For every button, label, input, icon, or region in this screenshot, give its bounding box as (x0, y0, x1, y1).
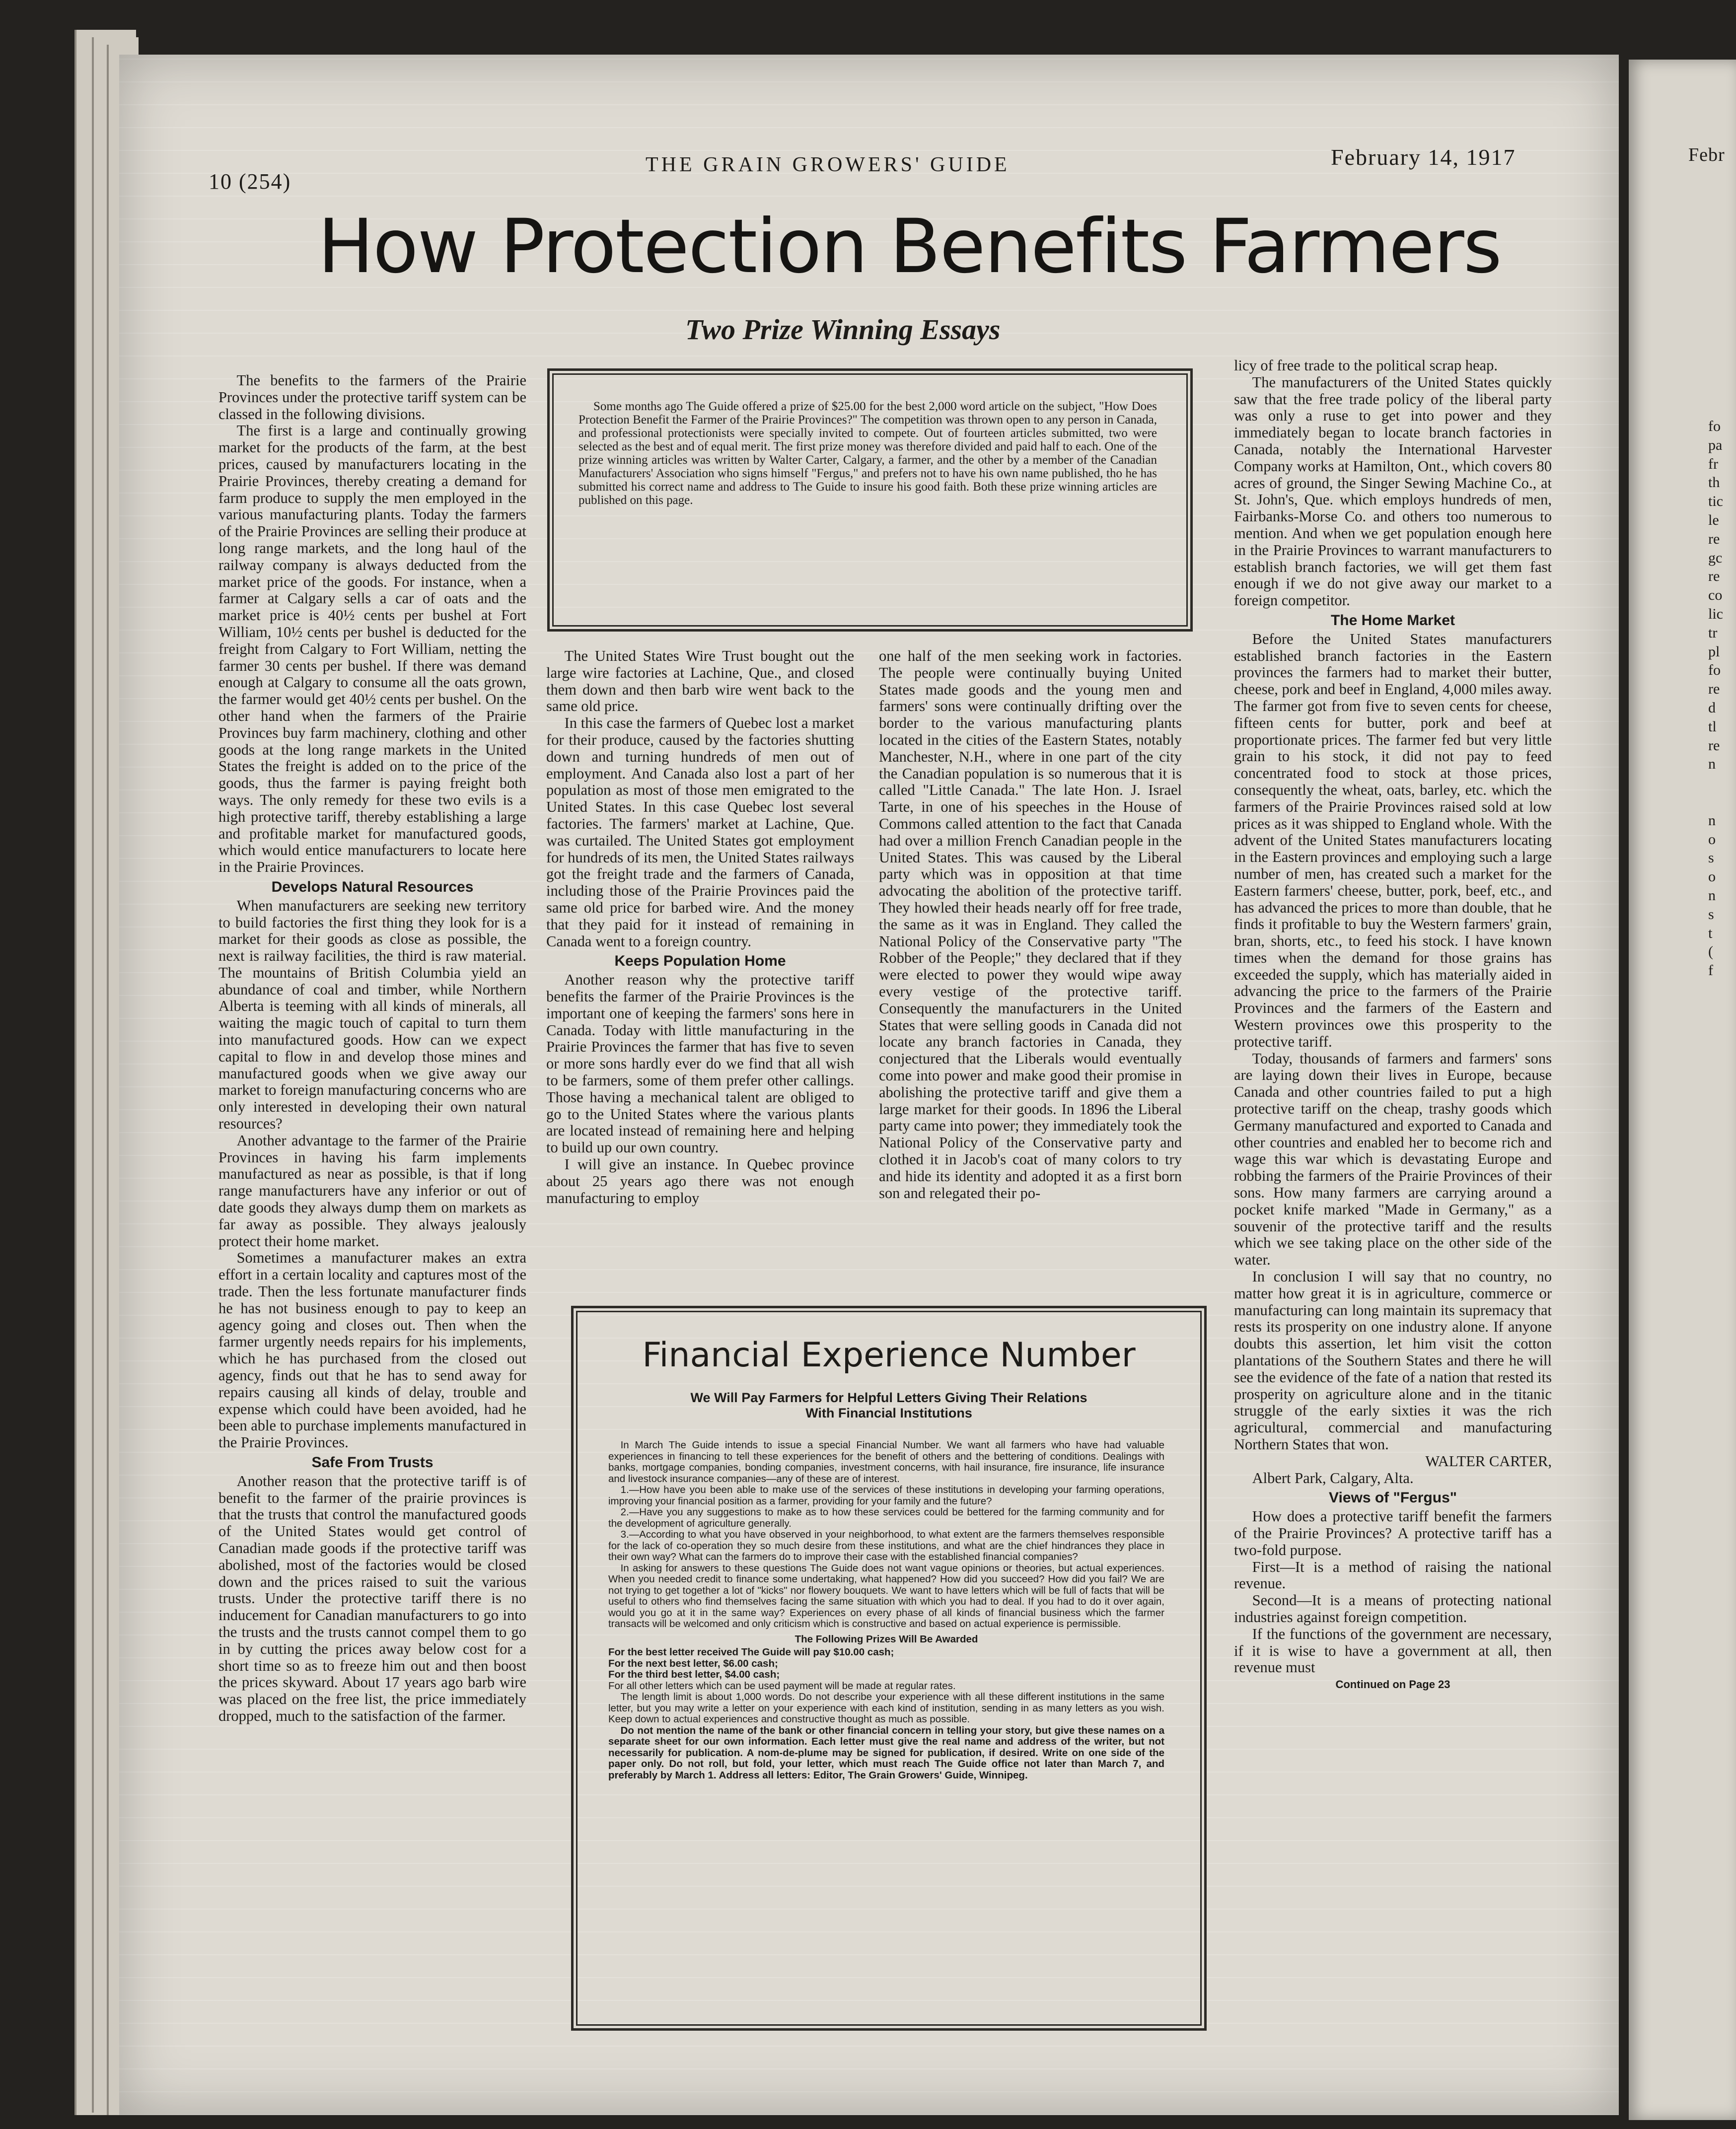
strip-line: le (1708, 511, 1719, 528)
prize-line: For the next best letter, $6.00 cash; (608, 1657, 778, 1669)
paragraph: Today, thousands of farmers and farmers' sons are laying down their lives in Europe, because Canada and other countries failed to put a high protective tariff on the cheap, trashy goods which Germany manufactured and exported to Canada and other countries and enabled her to become rich and wage this war which is devastating Europe and robbing the farmers of the Prairie Provinces of their sons. How many farmers are carrying around a pocket knife marked "Made in Germany," as a souvenir of the protective tariff and the results which we see taking place on the other side of the water. (1234, 1050, 1552, 1269)
question-3: 3.—According to what you have observed in your neighborhood, to what extent are the farmers themselves responsible for the lack of co-operation they so much desire from these institutions, and what are the chief hindrances they place in their own way? What can the farmers do to improve their case with the established financial companies? (608, 1529, 1164, 1562)
strip-line: tr (1708, 624, 1718, 641)
paragraph: In this case the farmers of Quebec lost a market for their produce, caused by the factories shutting down and turning hundreds of men out of employment. And Canada also lost a part of her population as most of those men emigrated to the United States. In this case Quebec lost several factories. The farmers' market at Lachine, Que. was curtailed. The United States got employment for hundreds of its men, the United States railways got the freight trade and the farmers of Canada, including those of the Prairie Provinces paid the same old price for barbed wire. And the money that they paid for it instead of remaining in Canada went to a foreign country. (546, 714, 854, 950)
prize-line: For all other letters which can be used payment will be made at regular rates. (608, 1680, 956, 1692)
strip-line: fo (1708, 662, 1721, 679)
strip-line: co (1708, 587, 1723, 604)
masthead: THE GRAIN GROWERS' GUIDE (646, 153, 1010, 176)
strip-line: tic (1708, 493, 1723, 510)
paragraph: The manufacturers of the United States quickly saw that the free trade policy of the liberal party was only a ruse to get into power and they immediately began to locate branch factories in Canada, notably the International Harvester Company works at Hamilton, Ont., which covers 80 acres of ground, the Singer Sewing Machine Co., at St. John's, Que. which employs hundreds of men, Fairbanks-Morse Co. and others too numerous to mention. And when we get population enough here in the Prairie Provinces to warrant manufacturers to establish branch factories, we will get them fast enough if we do not give away our market to a foreign competitor. (1234, 373, 1552, 609)
paragraph: The benefits to the farmers of the Prairie Provinces under the protective tariff system can be classed in the following divisions. (218, 372, 526, 423)
strip-line: th (1708, 474, 1720, 491)
strip-line (1708, 774, 1736, 792)
paragraph: How does a protective tariff benefit the farmers of the Prairie Provinces? A protective tariff has a two-fold purpose. (1234, 1508, 1552, 1559)
strip-line: s (1708, 850, 1714, 866)
strip-line: re (1708, 530, 1720, 547)
strip-line: s (1708, 906, 1714, 923)
prize-line: For the third best letter, $4.00 cash; (608, 1669, 780, 1680)
paragraph: In conclusion I will say that no country, no matter how great it is in agriculture, commerce or manufacturing can long maintain its supremacy that rests its prosperity on one industry alone. If anyone doubts this assertion, let him visit the cotton plantations of the Southern States and there he will see the evidence of the fate of a nation that rested its prosperity on agriculture alone and in the titanic struggle of the early sixties it was the rich agricultural, commercial and manufacturing Northern States that won. (1234, 1268, 1552, 1453)
strip-line: o (1708, 868, 1716, 885)
article-title: How Protection Benefits Farmers (318, 204, 1501, 290)
page-number: 10 (254) (209, 169, 291, 194)
paragraph: Do not mention the name of the bank or other financial concern in telling your story, but give these names on a separate sheet for our own information. Each letter must give the real name and address of the writer, but not necessarily for publication. A nom-de-plume may be signed for publication, if desired. Write on one side of the paper only. Do not roll, but fold, your letter, which must reach The Guide office not later than March 7, and preferably by March 1. Address all letters: Editor, The Grain Growers' Guide, Winnipeg. (608, 1724, 1164, 1781)
strip-line: n (1708, 756, 1716, 773)
paragraph: The United States Wire Trust bought out the large wire factories at Lachine, Que., and closed them down and then barb wire went back to the same old price. (546, 647, 854, 715)
strip-line: pa (1708, 436, 1723, 453)
strip-line: n (1708, 812, 1716, 829)
column-4 (1234, 357, 1552, 1693)
paragraph: Second—It is a means of protecting national industries against foreign competition. (1234, 1592, 1552, 1626)
newspaper-page (119, 55, 1619, 2115)
paragraph: The first is a large and continually growing market for the products of the farm, at the best prices, caused by manufacturers locating in the Prairie Provinces, thereby creating a demand for farm produce to supply the men employed in the various manufacturing plants. Today the farmers of the Prairie Provinces are selling their produce at long range markets, and the long haul of the railway company is always deducted from the market price of the goods. For instance, when a farmer at Calgary sells a car of oats and the market price is 40½ cents per bushel at Fort William, 10½ cents per bushel is deducted for the freight from Calgary to Fort William, netting the farmer 30 cents per bushel. If there was demand enough at Calgary to consume all the oats grown, the farmer would get 40½ cents per bushel. On the other hand when the farmers of the Prairie Provinces buy farm machinery, clothing and other goods at the long range markets in the United States the freight is added on to the price of the goods, thus the farmer is paying freight both ways. The only remedy for these two evils is a high protective tariff, thereby establishing a large and profitable market for manufactured goods, which would entice manufacturers to locate here in the Prairie Provinces. (218, 422, 526, 876)
strip-line: fr (1708, 455, 1718, 472)
strip-line: re (1708, 681, 1720, 698)
strip-line: o (1708, 831, 1716, 848)
paragraph: If the functions of the government are necessary, if it is wise to have a government at all, then revenue must (1234, 1625, 1552, 1676)
strip-line: t (1708, 924, 1713, 941)
column-1 (218, 372, 526, 1725)
paragraph: In March The Guide intends to issue a special Financial Number. We want all farmers who have had valuable experiences in financing to tell these experiences for the benefit of others and the bettering of conditions. Dealings with banks, mortgage companies, bonding companies, investment concerns, with hail insurance, fire insurance, life insurance and livestock insurance companies—any of these are of interest. (608, 1439, 1164, 1485)
strip-line: f (1708, 962, 1713, 979)
financial-box-body (608, 1440, 1164, 1781)
paragraph: licy of free trade to the political scrap heap. (1234, 357, 1498, 374)
article-subtitle: Two Prize Winning Essays (685, 313, 1001, 346)
question-2: 2.—Have you any suggestions to make as to how these services could be bettered for the farming community and for the development of agriculture generally. (608, 1506, 1164, 1529)
continued-note: Continued on Page 23 (1335, 1678, 1450, 1691)
strip-line: lic (1708, 605, 1723, 622)
section-heading: Keeps Population Home (614, 953, 786, 970)
paragraph: Another advantage to the farmer of the Prairie Provinces in having his farm implements manufactured as near as possible, is that if long range manufacturers have any inferior or out of date goods they always dump them on markets as far away as possible. They always jealously protect their home market. (218, 1132, 526, 1250)
signature-name: WALTER CARTER, (1425, 1452, 1552, 1470)
paragraph: First—It is a method of raising the national revenue. (1234, 1558, 1552, 1592)
strip-line: pl (1708, 643, 1720, 660)
paragraph: In asking for answers to these questions The Guide does not want vague opinions or theories, but actual experiences. When you needed credit to finance some undertaking, what happened? How did you succeed? How did you fail? We are not trying to get together a lot of "kicks" nor flowery bouquets. We want to have letters which will be full of facts that will be useful to others who find themselves facing the same situation with which you had to deal. If you had to do it over again, would you go at it in the same way? Experiences on every phase of all kinds of financial business which the farmer transacts will be welcomed and only criticism which is constructive and based on actual experience is permissible. (608, 1562, 1164, 1630)
strip-line: re (1708, 568, 1720, 585)
prizes-heading: The Following Prizes Will Be Awarded (795, 1633, 978, 1645)
paragraph: The length limit is about 1,000 words. Do not describe your experience with all these different institutions in the same letter, but you may write a letter on your experience with each kind of institution, sending in as many letters as you wish. Keep down to actual experiences and constructive thought as much as possible. (608, 1691, 1164, 1725)
strip-line: d (1708, 699, 1716, 716)
facing-page-strip (1629, 60, 1736, 2120)
signature-place: Albert Park, Calgary, Alta. (1252, 1469, 1414, 1487)
column-2 (546, 648, 854, 1206)
strip-line (1708, 792, 1736, 811)
strip-line: fo (1708, 418, 1721, 434)
question-1: 1.—How have you been able to make use of the services of these institutions in developing your farming operations, improving your financial position as a farmer, providing for your family and the future? (608, 1484, 1164, 1507)
facing-page-date: Febr (1688, 144, 1725, 165)
strip-line: n (1708, 887, 1716, 904)
financial-box-title: Financial Experience Number (642, 1336, 1136, 1375)
section-heading: The Home Market (1330, 612, 1455, 629)
paragraph: one half of the men seeking work in factories. The people were continually buying United States made goods and the young men and farmers' sons were continually drifting over the border to the various manufacturing plants located in the cities of the Eastern States, notably Manchester, N.H., where in one part of the city the Canadian population is so numerous that it is called "Little Canada." The late Hon. J. Israel Tarte, in one of his speeches in the House of Commons called attention to the fact that Canada had over a million French Canadian people in the United States. This was caused by the Liberal party which was in opposition at that time advocating the abolition of the protective tariff. They howled their heads nearly off for free trade, the same as it was in England. They called the National Policy of the Conservative party "The Robber of the People;" they declared that if they were elected to power they would wipe away every vestige of the protective tariff. Consequently the manufacturers in the United States that were selling goods in Canada did not locate any branch factories in Canada, they conjectured that the Liberals would eventually come into power and make good their promise in abolishing the protective tariff and give them a large market for their goods. In 1896 the Liberal party came into power; they immediately took the National Policy of the Conservative party and clothed it in Jacob's coat of many colors to try and hide its identity and adopted it as a first born son and relegated their po- (879, 647, 1182, 1202)
strip-line: tl (1708, 718, 1717, 735)
paragraph: Another reason that the protective tariff is of benefit to the farmer of the prairie provinces is that the trusts that control the manufactured goods of the United States would get control of Canadian made goods if the protective tariff was abolished, most of the factories would be closed down and the prices raised to suit the various trusts. Under the protective tariff there is no inducement for Canadian manufacturers to go into the trusts and the trusts cannot compel them to go in by cutting the prices away below cost for a short time so as to freeze him out and then boost the prices skyward. About 17 years ago barb wire was placed on the free list, the price immediately dropped, much to the satisfaction of the farmer. (218, 1472, 526, 1724)
paragraph: I will give an instance. In Quebec province about 25 years ago there was not enough manufacturing to employ (546, 1155, 854, 1206)
facing-page-text-strip (1708, 417, 1736, 980)
paragraph: Sometimes a manufacturer makes an extra effort in a certain locality and captures most of the trade. Then the less fortunate manufacturer finds he has not business enough to pay to keep an agency going and closes out. Then when the farmer urgently needs repairs for his implements, which he has purchased from the closed out agency, finds out that he has to send away for repairs causing all kinds of delay, trouble and expense which could have been avoided, had he been able to purchase implements manufactured in the Prairie Provinces. (218, 1249, 526, 1451)
strip-line: gc (1708, 549, 1723, 566)
column-3 (879, 648, 1182, 1202)
intro-box-text: Some months ago The Guide offered a prize of $25.00 for the best 2,000 word article on the subject, "How Does Protection Benefit the Farmer of the Prairie Provinces?" The competition was thrown open to any person in Canada, and professional protectionists were specially invited to compete. Out of fourteen articles submitted, two were selected as the best and of equal merit. The first prize money was therefore divided and paid half to each. One of the prize winning articles was written by Walter Carter, Calgary, a farmer, and the other by a member of the Canadian Manufacturers' Association who signs himself "Fergus," and prefers not to have his own name published, tho he has submitted his correct name and address to The Guide to insure his good faith. Both these prize winning articles are published on this page. (579, 400, 1157, 507)
section-heading: Safe From Trusts (311, 1454, 434, 1471)
issue-date: February 14, 1917 (1331, 144, 1516, 170)
section-heading: Develops Natural Resources (271, 878, 474, 895)
strip-line: ( (1708, 943, 1713, 960)
financial-box-subtitle: We Will Pay Farmers for Helpful Letters Giving Their Relations With Financial Institutions (690, 1390, 1087, 1420)
paragraph: Before the United States manufacturers established branch factories in the Eastern provinces the farmers had to market their butter, cheese, pork and beef in England, 4,000 miles away. The farmer got from five to seven cents for cheese, fifteen cents for butter, pork and beef at proportionate prices. The farmer fed but very little grain to his stock, it did not pay to feed concentrated food to stock at those prices, consequently the wheat, oats, barley, etc. which the farmers of the Prairie Provinces raised sold at low prices as it was shipped to England whole. With the advent of the United States manufacturers locating in the Eastern provinces and employing such a large number of men, has created such a market for the Eastern farmers' cheese, butter, pork, beef, etc., and has advanced the prices to more than double, that he finds it profitable to buy the Western farmers' grain, bran, shorts, etc., to feed his stock. I have known times when the demand for those grains has exceeded the supply, which has materially aided in advancing the price to the farmers of the Prairie Provinces and the farmers of the Eastern and Western provinces owe this prosperity to the protective tariff. (1234, 630, 1552, 1050)
prize-line: For the best letter received The Guide will pay $10.00 cash; (608, 1646, 894, 1658)
paragraph: Another reason why the protective tariff benefits the farmer of the Prairie Provinces is the important one of keeping the farmers' sons here in Canada. Today with little manufacturing in the Prairie Provinces the farmer that has five to seven or more sons hardly ever do we find that all wish to be farmers, some of them prefer other callings. Those having a mechanical talent are obliged to go to the United States where the various plants are located instead of remaining here and helping to build up our own country. (546, 971, 854, 1156)
section-heading: Views of "Fergus" (1329, 1490, 1457, 1506)
strip-line: re (1708, 737, 1720, 754)
paragraph: When manufacturers are seeking new territory to build factories the first thing they look for is a market for their goods as close as possible, the next is railway facilities, the third is raw material. The mountains of British Columbia yield an abundance of coal and timber, while Northern Alberta is teeming with all kinds of minerals, all waiting the magic touch of capital to turn them into manufactured goods. How can we expect capital to flow in and develop those mines and manufactured goods when we give away our market to foreign manufacturing concerns who are only interested in developing their own natural resources? (218, 897, 526, 1133)
